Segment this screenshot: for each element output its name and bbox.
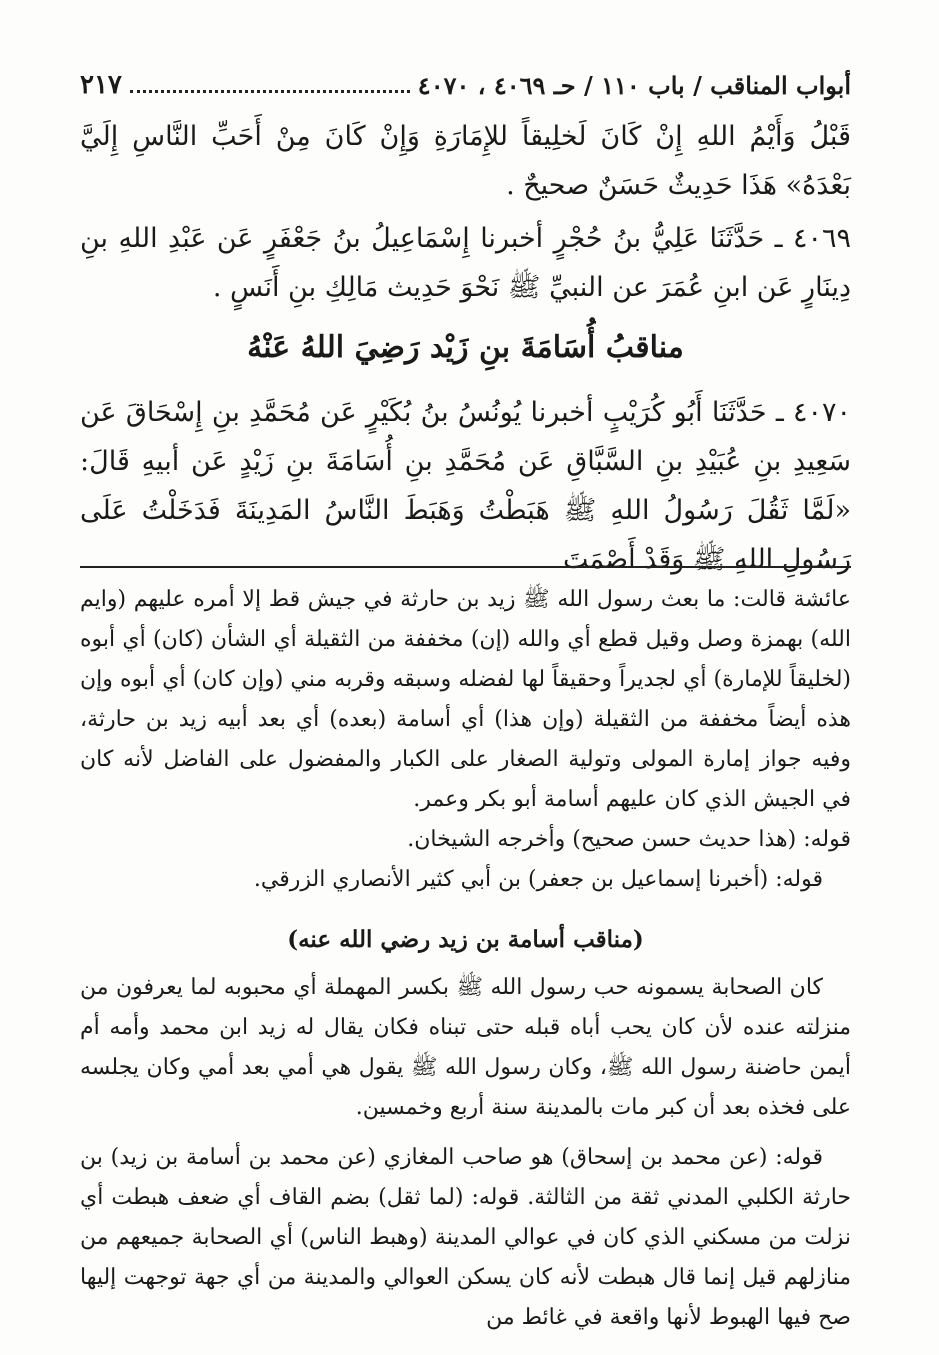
hadith-4070: ٤٠٧٠ ـ حَدَّثَنَا أَبُو كُرَيْبٍ أخبرنا يُونُسُ بنُ بُكَيْرٍ عَن مُحَمَّدِ بنِ إِسْحَاقَ عَن سَعِيدِ بنِ عُبَيْدِ بنِ السَّبَّاقِ عَن مُحَمَّدِ بنِ أُسَامَةَ بنِ زَيْدٍ عَن أبيهِ قَالَ: «لَمَّا ثَقُلَ رَسُولُ اللهِ ﷺ هَبَطْتُ وَهَبَطَ النَّاسُ المَدِينَةَ فَدَخَلْتُ عَلَى رَسُولِ اللهِ ﷺ وَقَدْ أَصْمَتَ — [80, 397, 851, 575]
hadith-continuation: قَبْلُ وَأَيْمُ اللهِ إِنْ كَانَ لَخلِيقاً للإِمَارَةِ وَإِنْ كَانَ مِنْ أَحَبِّ النَّاسِ إِلَيَّ بَعْدَهُ» هَذَا حَدِيثٌ حَسَنٌ صحيحٌ . — [80, 121, 851, 201]
commentary-text — [80, 580, 851, 1338]
commentary-sub-heading: (مناقب أسامة بن زيد رضي الله عنه) — [287, 926, 644, 953]
commentary-paragraph-2: قوله: (هذا حديث حسن صحيح) وأخرجه الشيخان. — [407, 827, 851, 852]
hadith-4069: ٤٠٦٩ ـ حَدَّثَنَا عَلِيُّ بنُ حُجْرٍ أخبرنا إِسْمَاعِيلُ بنُ جَعْفَرٍ عَن عَبْدِ اللهِ بنِ دِينَارٍ عَن ابنِ عُمَرَ عن النبيِّ ﷺ نَحْوَ حَدِيث مَالِكِ بنِ أَنَسٍ . — [80, 223, 851, 303]
section-heading: مناقبُ أُسَامَةَ بنِ زَيْد رَضِيَ اللهُ عَنْهُ — [247, 330, 684, 365]
running-title: أبواب المناقب / باب ١١٠ / حـ ٤٠٦٩ ، ٤٠٧٠ — [417, 71, 851, 100]
commentary-paragraph-5: قوله: (عن محمد بن إسحاق) هو صاحب المغازي (عن محمد بن أسامة بن زيد) بن حارثة الكلبي المدني ثقة من الثالثة. قوله: (لما ثقل) بضم القاف أي ضعف هبطت أي نزلت من مسكني الذي كان في عوالي المدينة (وهبط الناس) أي الصحابة جميعهم من منازلهم قيل إنما قال هبطت لأنه كان يسكن العوالي والمدينة من أي جهة توجهت إليها صح فيها الهبوط لأنها واقعة في غائط من — [80, 1145, 851, 1330]
commentary-paragraph-1: عائشة قالت: ما بعث رسول الله ﷺ زيد بن حارثة في جيش قط إلا أمره عليهم (وايم الله) بهمزة وصل وقيل قطع أي والله (إن) مخففة من الثقيلة أي الشأن (كان) أي أبوه (لخليقاً للإمارة) أي لجديراً وحقيقاً لها لفضله وسبقه وقربه مني (وإن كان) أي أبوه وإن هذه أيضاً مخففة من الثقيلة (وإن هذا) أي أسامة (بعده) أي بعد أبيه زيد بن حارثة، وفيه جواز إمارة المولى وتولية الصغار على الكبار والمفضول على الفاضل لأنه كان في الجيش الذي كان عليهم أسامة أبو بكر وعمر. — [80, 587, 851, 812]
page-number: ٢١٧ — [80, 70, 122, 100]
main-text — [80, 112, 851, 584]
footnote-divider — [80, 566, 851, 568]
page-header — [80, 60, 851, 100]
header-dotted-leader — [130, 90, 410, 93]
commentary-paragraph-4: كان الصحابة يسمونه حب رسول الله ﷺ بكسر المهملة أي محبوبه لما يعرفون من منزلته عنده لأن كان يحب أباه قبله حتى تبناه فكان يقال له زيد ابن محمد وأمه أم أيمن حاضنة رسول الله ﷺ، وكان رسول الله ﷺ يقول هي أمي بعد أمي وكان يجلسه على فخذه بعد أن كبر مات بالمدينة سنة أربع وخمسين. — [80, 975, 851, 1120]
commentary-paragraph-3: قوله: (أخبرنا إسماعيل بن جعفر) بن أبي كثير الأنصاري الزرقي. — [253, 867, 823, 892]
